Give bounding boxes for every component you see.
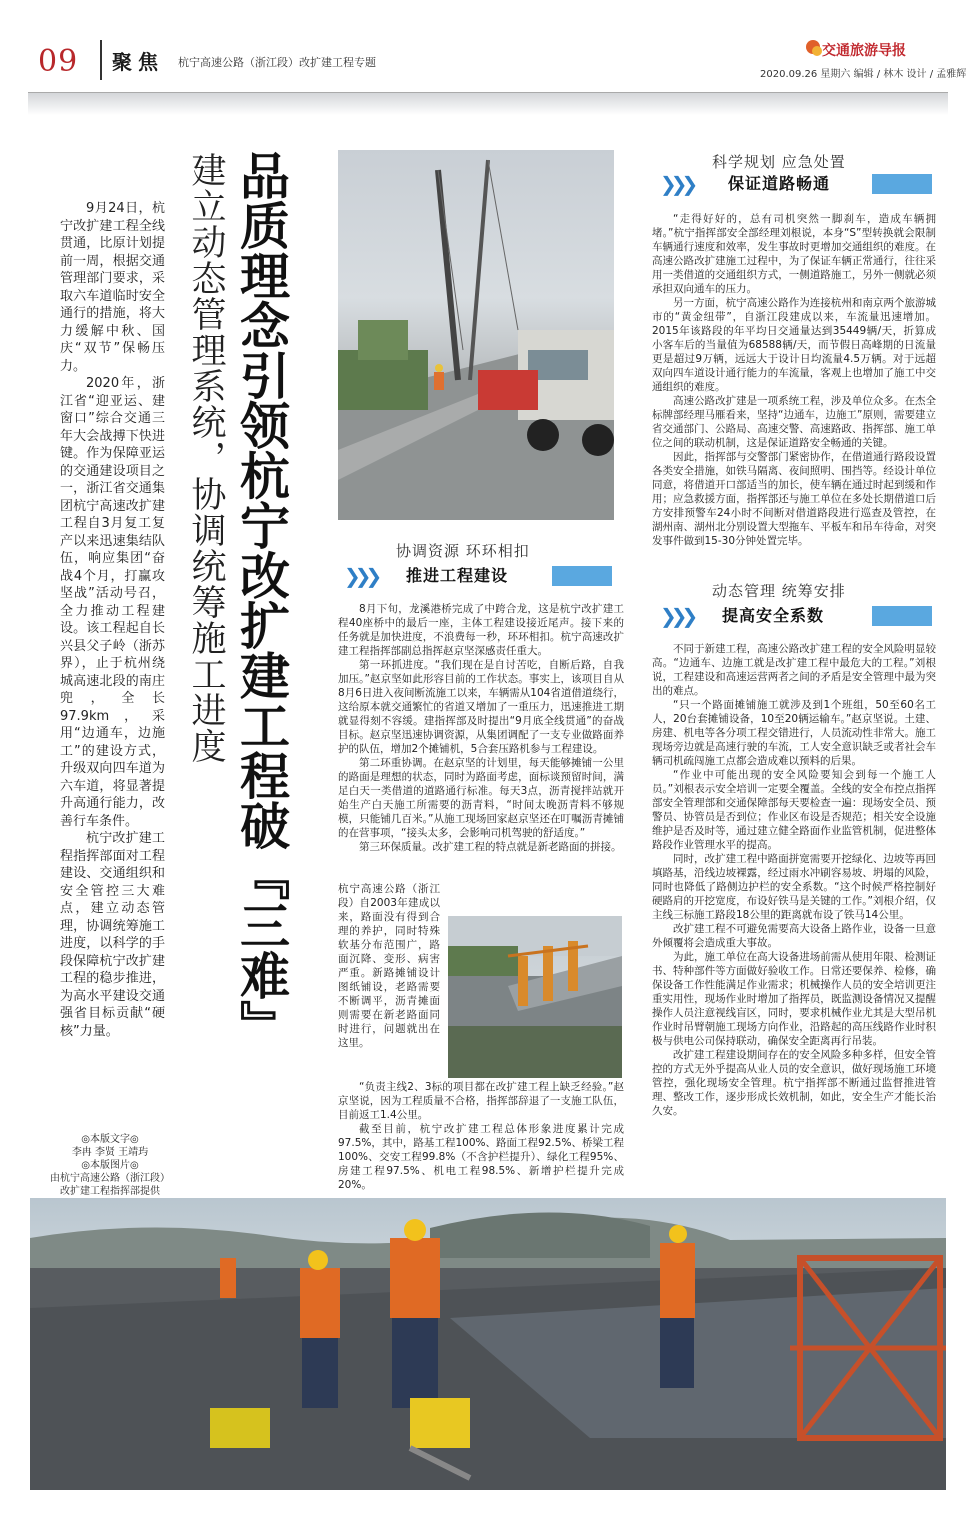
body-paragraph: 不同于新建工程，高速公路改扩建工程的安全风险明显较高。“边通车、边施工就是改扩建工程中最危大的工程。”刘根说，工程建设和高速运营两者之间的矛盾是安全管理中最为突出的难点。 [652,643,936,697]
build-banner [344,565,612,587]
body-paragraph: 杭宁高速公路（浙江段）自2003年建成以来，路面没有得到合理的养护，同时特殊软基分布范围广，路面沉降、变形、病害严重。新路摊铺设计图纸铺设，老路需要不断调平，沥青摊面则需要在新老路面同时进行，问题就出在这里。 [338,883,440,1049]
credit-line: ◎本版图片◎ [81,1160,139,1171]
body-paragraph: “只一个路面摊铺施工就涉及到1个班组，50至60名工人，20台套摊铺设备，10至20辆运输车。”赵京坚说。土建、房建、机电等各分项工程交错进行，人员流动性非常大。施工现场旁边就是高速行驶的车流，工人安全意识缺乏或者社会车辆司机疏闯施工点都会造成难以预料的后果。 [652,699,936,767]
lead-paragraph: 9月24日，杭宁改扩建工程全线贯通，比原计划提前一周，根据交通管理部门要求，采取六车道临时安全通行的措施，将大力缓解中秋、国庆“双节”保畅压力。 [60,201,165,374]
build-kicker: 协调资源 环环相扣 [396,542,530,560]
paving-workers-photo [30,1198,946,1490]
body-paragraph: 因此，指挥部与交警部门紧密协作，在借道通行路段设置各类安全措施，如铁马隔离、夜间照明、围挡等。经设计单位同意，将借道开口部适当的加长，使车辆在通过时起到缓和作用；应急救援方面，指挥部还与施工单位在多处长期借道口后方安排预警车24小时不间断对借道路段进行巡查及管控，在湖州南、湖州北分别设置大型拖车、平板车和吊车待命，对突发事件做到15-30分钟处置完毕。 [652,451,936,547]
brand-logo-dot-icon [812,46,822,56]
build-article-bottom [338,1080,624,1192]
banner-bar [552,566,612,586]
body-paragraph: “走得好好的，总有司机突然一脚刹车，造成车辆拥堵。”杭宁指挥部安全部经理刘根说，本身“S”型转换就会限制车辆通行速度和效率，发生事故时更增加交通组织的难度。在高速公路改扩建施工过程中，为了保证车辆正常通行，往往采用一类借道的交通组织方式，一侧道路施工，另外一侧就必须承担双向通车的压力。 [652,213,936,295]
dateline: 2020.09.26 星期六 编辑 / 林木 设计 / 孟雅辉 [760,69,967,80]
lead-paragraph: 杭宁改扩建工程指挥部面对工程建设、交通组织和安全管控三大难点，建立动态管理，协调统筹施工进度，以科学的手段保障杭宁改扩建工程的稳步推进，为高水平建设交通强省目标贡献“硬核”力量。 [60,831,165,1039]
safety-banner-label: 提高安全系数 [722,606,825,625]
body-paragraph: 高速公路改扩建是一项系统工程，涉及单位众多。在杰全标牌部经理马雁看来，坚持“边通车，边施工”原则，需要建立省交通部门、公路局、高速交警、高速路政、指挥部、施工单位之间的联动机制，这是保证道路安全畅通的关键。 [652,395,936,449]
safety-article [652,642,936,1118]
credit-line: 改扩建工程指挥部提供 [60,1186,160,1197]
body-paragraph: 为此，施工单位在高大设备进场前需从使用年限、检测证书、特种部件等方面做好验收工作。日常还要保养、检修，确保设备工作性能满足作业需求；机械操作人员的安全培训更注重实用性，现场作业时增加了指挥员，既监测设备情况又提醒操作人员注意视线盲区，同时，要求机械作业尤其是大型吊机作业时吊臂朝施工现场方向作业，沿路起的高压线路作业时积极与供电公司保持联动，确保安全距离再行吊装。 [652,951,936,1047]
topic-line: 杭宁高速公路（浙江段）改扩建工程专题 [178,56,376,69]
body-paragraph: 同时，改扩建工程中路面拼宽需要开挖绿化、边坡等再回填路基，沿线边坡裸露，经过雨水冲刷容易坡、坍塌的风险，同时也降低了路侧边护栏的安全系数。“这个时候严格控制好硬路肩的开挖宽度，布设好铁马是关键的工作。”刘根介绍，仅主线三标施工路段18公里的距离就布设了铁马14公里。 [652,853,936,921]
body-paragraph: “作业中可能出现的安全风险要知会到每一个施工人员。”刘根表示安全培训一定要全覆盖。全线的安全布控点指挥部安全管理部和交通保障部每天要检查一遍：现场安全员、预警员、协管员是否到位；作业区布设是否规范；相关安全设施维护是否及时等，通过建立健全路面作业监管机制，促进整体路段作业管理水平的提高。 [652,769,936,851]
body-paragraph: 改扩建工程建设期间存在的安全风险多种多样，但安全管控的方式无外乎提高从业人员的安全意识，做好现场施工环境管控，强化现场安全管理。杭宁指挥部不断通过监督推进管理、整改工作，逐步形成长效机制，如此，安全生产才能长治久安。 [652,1049,936,1117]
build-banner-label: 推进工程建设 [406,566,509,585]
banner-bar [872,174,932,194]
sub-headline: 建立动态管理系统，协调统筹施工进度 [186,152,226,764]
safety-kicker: 动态管理 统筹安排 [712,582,846,600]
page-number: 09 [38,44,79,79]
body-paragraph: 另一方面，杭宁高速公路作为连接杭州和南京两个旅游城市的“黄金纽带”，自浙江段建成以来，车流量迅速增加。2015年该路段的年平均日交通量达到35449辆/天，折算成小客车后的当量值为68588辆/天，而节假日高峰期的日流量更是超过9万辆，远远大于设计日均流量4.5万辆。对于远超双向四车道设计通行能力的车流量，客观上也增加了施工中交通组织的难度。 [652,297,936,393]
section-name: 聚焦 [112,50,164,74]
main-headline: 品质理念引领杭宁改扩建工程破『三难』 [232,150,290,1050]
credit-line: ◎本版文字◎ [81,1134,139,1145]
chevron-arrows-icon: ❯❯❯ [344,564,377,588]
traffic-kicker: 科学规划 应急处置 [712,153,846,171]
credit-line: 李冉 李贤 王靖玙 [71,1147,149,1158]
traffic-article [652,212,936,548]
safety-banner [660,605,932,627]
chevron-arrows-icon: ❯❯❯ [660,604,693,628]
body-paragraph: 第二环重协调。在赵京坚的计划里，每天能够摊铺一公里的路面是理想的状态，同时为路面考虑，面标谈预留时间，满足白天一类借道的道路通行标准。每天3点，沥青搅拌站就开始生产白天施工所需要的沥青料，“时间太晚沥青料不够规模，只能铺几百米。”从施工现场回家赵京坚还在叮嘱沥青摊铺的在营事项，“接头太多，会影响司机驾驶的舒适度。” [338,757,624,839]
body-paragraph: “负责主线2、3标的项目都在改扩建工程上缺乏经验。”赵京坚说，因为工程质量不合格，指挥部辞退了一支施工队伍，目前返工1.4公里。 [338,1081,624,1121]
body-paragraph: 截至目前，杭宁改扩建工程总体形象进度累计完成97.5%，其中，路基工程100%、路面工程92.5%、桥梁工程100%、交安工程99.8%（不含护栏提升）、绿化工程95%、房建工程97.5%、机电工程98.5%、新增护栏提升完成20%。 [338,1123,624,1191]
body-paragraph: 8月下旬，龙溪港桥完成了中跨合龙，这是杭宁改扩建工程40座桥中的最后一座，主体工程建设接近尾声。接下来的任务就是加快进度，不浪费每一秒，环环相扣。杭宁高速改扩建工程指挥部副总指挥赵京坚深感责任重大。 [338,603,624,657]
credits-block [30,1133,190,1198]
crane-photo [338,150,614,520]
header-divider [100,40,102,80]
credit-line: 由杭宁高速公路（浙江段） [50,1173,170,1184]
banner-bar [872,606,932,626]
build-article-top [338,602,624,854]
lead-article [60,200,165,1040]
chevron-arrows-icon: ❯❯❯ [660,172,693,196]
bridge-photo [448,916,622,1078]
traffic-banner [660,173,932,195]
header-shadow-band [28,93,948,115]
body-paragraph: 第三环保质量。改扩建工程的特点就是新老路面的拼接。 [359,841,622,853]
build-article-wrap [338,882,440,1050]
body-paragraph: 第一环抓进度。“我们现在是自讨苦吃，自断后路，自我加压。”赵京坚如此形容目前的工作状态。事实上，该项目自从8月6日进入夜间断流施工以来，车辆需从104省道借道绕行，这给原本就交通繁忙的省道又增加了一重压力，迅速推进工期就显得刻不容缓。建指挥部及时提出“9月底全线贯通”的奋战目标。赵京坚迅速协调资源，从集团调配了一支专业做路面养护的队伍，增加2个摊铺机，5合套压路机参与工程建设。 [338,659,624,755]
body-paragraph: 改扩建工程不可避免需要高大设备上路作业，设备一旦意外倾覆将会造成重大事故。 [652,923,936,949]
newspaper-brand: 交通旅游导报 [822,43,906,59]
lead-paragraph: 2020年，浙江省“迎亚运、建窗口”综合交通三年大会战搏下快进键。作为保障亚运的交通建设项目之一，浙江省交通集团杭宁高速改扩建工程自3月复工复产以来迅速集结队伍，响应集团“奋战4个月，打赢攻坚战”活动号召，全力推动工程建设。该工程起自长兴县父子岭（浙苏界），止于杭州绕城高速北段的南庄兜，全长97.9km，采用“边通车，边施工”的建设方式，升级双向四车道为六车道，将显著提升高通行能力，改善行车条件。 [60,376,165,829]
traffic-banner-label: 保证道路畅通 [728,174,831,193]
